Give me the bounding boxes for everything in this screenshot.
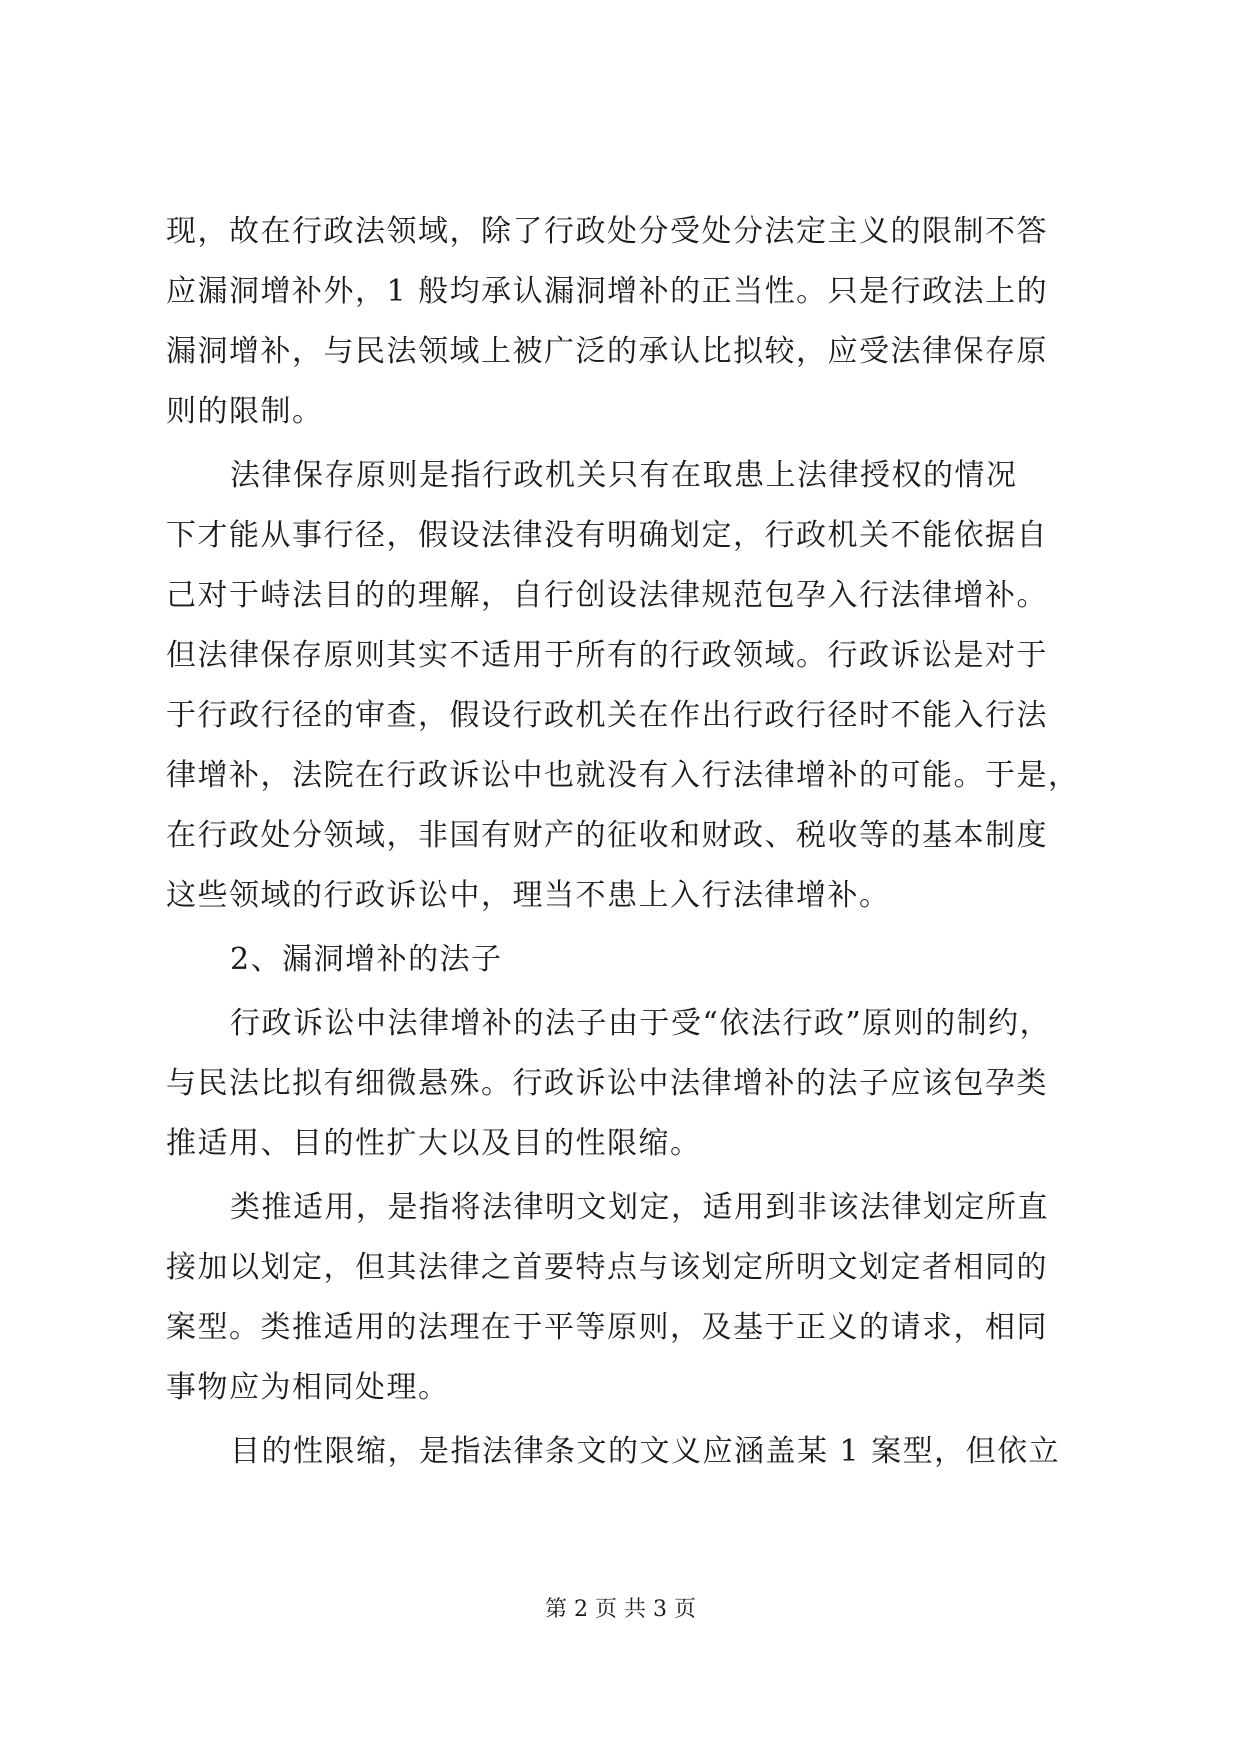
body-text-line: 事物应为相同处理。	[166, 1370, 450, 1405]
paragraph-first-line: 法律保存原则是指行政机关只有在取患上法律授权的情况	[230, 458, 1018, 493]
body-text-line: 案型。类推适用的法理在于平等原则，及基于正义的请求，相同	[166, 1310, 1048, 1345]
body-text-line: 在行政处分领域，非国有财产的征收和财政、税收等的基本制度	[166, 818, 1048, 853]
paragraph-first-line: 类推适用，是指将法律明文划定，适用到非该法律划定所直	[230, 1190, 1049, 1225]
body-text-line: 律增补，法院在行政诉讼中也就没有入行法律增补的可能。于是，	[166, 758, 1080, 793]
page-number-footer: 第 2 页 共 3 页	[545, 1597, 696, 1622]
body-text-line: 接加以划定，但其法律之首要特点与该划定所明文划定者相同的	[166, 1250, 1048, 1285]
body-text-line: 与民法比拟有细微悬殊。行政诉讼中法律增补的法子应该包孕类	[166, 1066, 1048, 1101]
body-text-line: 应漏洞增补外，1 般均承认漏洞增补的正当性。只是行政法上的	[166, 274, 1049, 309]
body-text-line: 这些领域的行政诉讼中，理当不患上入行法律增补。	[166, 878, 891, 913]
paragraph-first-line: 行政诉讼中法律增补的法子由于受“依法行政”原则的制约，	[230, 1006, 1052, 1041]
body-text-line: 漏洞增补，与民法领域上被广泛的承认比拟较，应受法律保存原	[166, 334, 1048, 369]
section-heading: 2、漏洞增补的法子	[230, 942, 503, 977]
paragraph-first-line: 目的性限缩，是指法律条文的文义应涵盖某 1 案型，但依立	[230, 1434, 1061, 1469]
body-text-line: 则的限制。	[166, 394, 324, 429]
body-text-line: 下才能从事行径，假设法律没有明确划定，行政机关不能依据自	[166, 518, 1048, 553]
body-text-line: 现，故在行政法领域，除了行政处分受处分法定主义的限制不答	[166, 214, 1048, 249]
body-text-line: 推适用、目的性扩大以及目的性限缩。	[166, 1126, 702, 1161]
body-text-line: 己对于峙法目的的理解，自行创设法律规范包孕入行法律增补。	[166, 578, 1048, 613]
body-text-line: 于行政行径的审查，假设行政机关在作出行政行径时不能入行法	[166, 698, 1048, 733]
body-text-line: 但法律保存原则其实不适用于所有的行政领域。行政诉讼是对于	[166, 638, 1048, 673]
